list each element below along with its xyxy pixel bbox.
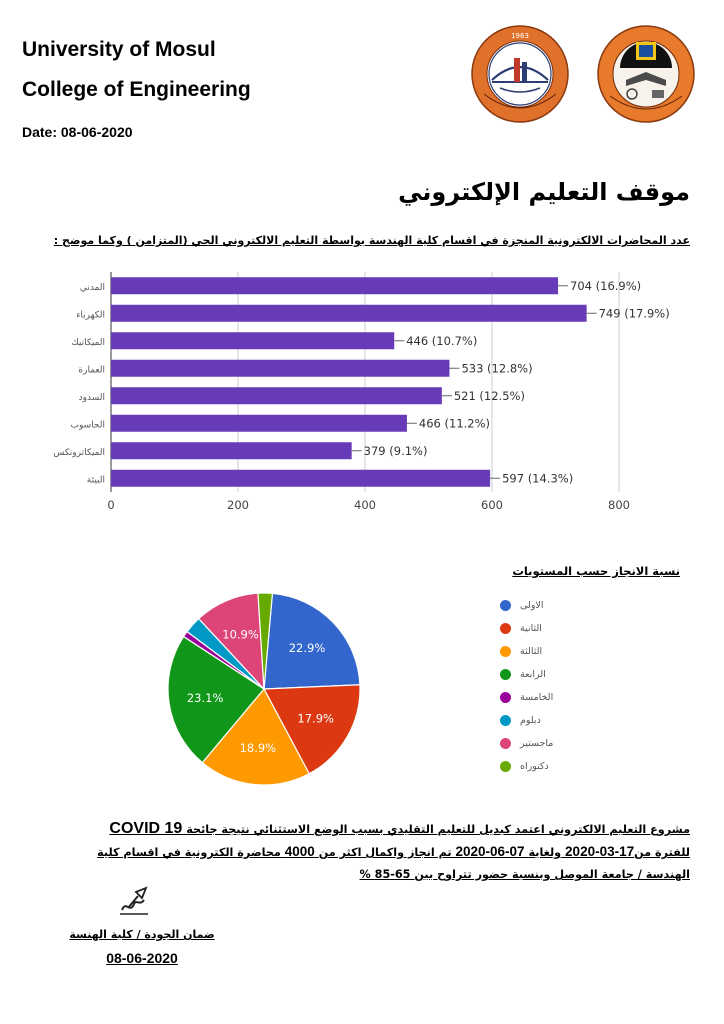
university-name: University of Mosul <box>22 38 216 61</box>
x-tick-label: 0 <box>107 498 115 512</box>
slice-label: 18.9% <box>239 741 277 756</box>
legend-label: ماجستير <box>520 738 554 749</box>
lecture-count: 4000 <box>284 844 315 859</box>
signature-date: 08-06-2020 <box>106 950 178 966</box>
legend-item <box>500 640 620 663</box>
legend-label: الثانية <box>520 623 542 634</box>
legend-swatch <box>500 761 511 772</box>
covid-label: COVID 19 <box>109 820 183 837</box>
summary-paragraph <box>70 818 690 886</box>
legend-label: الثالثة <box>520 646 543 657</box>
legend-swatch <box>500 738 511 749</box>
bar <box>111 305 587 322</box>
category-label: العمارة <box>78 365 105 376</box>
signature-pen-icon <box>116 884 152 920</box>
legend-swatch <box>500 669 511 680</box>
slice-label: 23.1% <box>186 690 224 705</box>
document-date: Date: 08-06-2020 <box>22 124 133 140</box>
legend-label: دكتوراه <box>520 761 549 772</box>
slice-label: 17.9% <box>297 711 334 726</box>
bar <box>111 442 352 459</box>
slice-label: 10.9% <box>222 627 259 642</box>
data-label: 533 (12.8%) <box>461 361 533 376</box>
legend-label: دبلوم <box>520 715 541 726</box>
lectures-bar-chart <box>0 262 724 562</box>
legend-item <box>500 663 620 686</box>
legend-swatch <box>500 600 511 611</box>
data-label: 597 (14.3%) <box>502 471 574 486</box>
category-label: السدود <box>78 392 105 403</box>
legend-item <box>500 755 620 778</box>
pie-legend <box>500 594 620 778</box>
page-title: موقف التعليم الإلكتروني <box>398 178 690 206</box>
category-label: الكهرباء <box>76 310 105 321</box>
data-label: 446 (10.7%) <box>406 333 478 348</box>
x-tick-label: 800 <box>608 498 630 512</box>
legend-label: الخامسة <box>520 692 554 703</box>
data-label: 466 (11.2%) <box>418 416 491 431</box>
summary-line-2: للفترة من17-03-2020 ولغاية 07-06-2020 تم انجاز واكمال اكثر من 4000 محاضرة الكترونية في اقسام كلية <box>97 844 690 859</box>
end-date: 07-06-2020 <box>455 844 525 859</box>
start-date: 17-03-2020 <box>565 844 635 859</box>
bar <box>111 470 490 487</box>
category-label: المدني <box>79 282 105 293</box>
bar <box>111 415 407 432</box>
signatory-role: ضمان الجودة / كلية الهنسة <box>69 928 215 941</box>
college-name: College of Engineering <box>22 78 251 101</box>
college-seal-logo <box>596 24 696 124</box>
legend-label: الاولى <box>520 600 544 611</box>
x-tick-label: 200 <box>227 498 249 512</box>
legend-label: الرابعة <box>520 669 546 680</box>
legend-item <box>500 617 620 640</box>
bar <box>111 332 394 349</box>
legend-item <box>500 709 620 732</box>
bar <box>111 360 449 377</box>
seal-year: 1963 <box>511 32 529 40</box>
x-tick-label: 600 <box>481 498 503 512</box>
category-label: الميكاترونكس <box>53 447 105 458</box>
category-label: الحاسوب <box>70 420 105 431</box>
legend-item <box>500 594 620 617</box>
legend-item <box>500 732 620 755</box>
data-label: 521 (12.5%) <box>453 388 525 403</box>
data-label: 379 (9.1%) <box>363 443 428 458</box>
legend-swatch <box>500 692 511 703</box>
university-seal-logo <box>470 24 570 124</box>
slice-label: 22.9% <box>288 640 326 655</box>
legend-item <box>500 686 620 709</box>
legend-swatch <box>500 646 511 657</box>
legend-swatch <box>500 715 511 726</box>
category-label: البيئة <box>86 475 105 486</box>
x-tick-label: 400 <box>354 498 376 512</box>
summary-line-1: مشروع التعليم الالكتروني اعتمد كبديل للتعليم التقليدي بسبب الوضع الاستثنائي نتيجة جائحة COVID 19 <box>109 820 690 837</box>
data-label: 749 (17.9%) <box>598 306 670 321</box>
summary-line-3: الهندسة / جامعة الموصل وبنسبة حضور تتراوح بين 65-85 % <box>359 868 690 881</box>
data-label: 704 (16.9%) <box>570 278 642 293</box>
pie-chart-title: نسبة الانجاز حسب المستويات <box>512 564 680 578</box>
bar <box>111 277 558 294</box>
category-label: الميكانيك <box>71 337 105 348</box>
chart-subtitle: عدد المحاضرات الالكترونية المنجزة في اقسام كلية الهندسة بواسطة التعليم الالكتروني الحي (المتزامن ) وكما موضح : <box>53 234 690 247</box>
bar <box>111 387 442 404</box>
legend-swatch <box>500 623 511 634</box>
